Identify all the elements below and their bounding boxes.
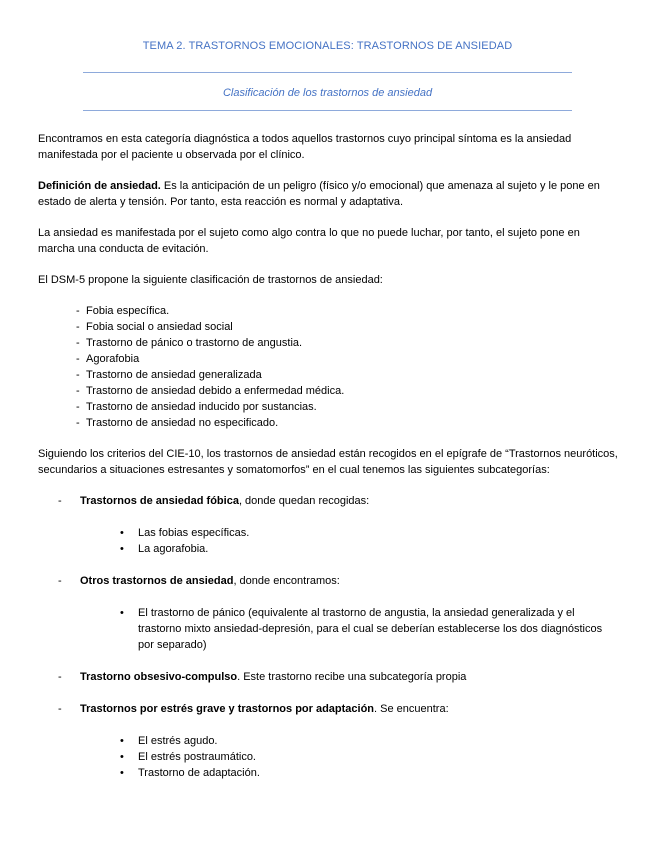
list-item: - Fobia social o ansiedad social bbox=[76, 319, 618, 335]
cie-subcategories bbox=[38, 493, 618, 781]
list-item: - Trastorno de ansiedad no especificado. bbox=[76, 415, 618, 431]
list-item: • La agorafobia. bbox=[120, 541, 618, 557]
cie-section-other bbox=[58, 573, 618, 653]
section-text: , donde quedan recogidas: bbox=[238, 495, 370, 507]
section-heading: Trastornos de ansiedad fóbica bbox=[80, 495, 239, 507]
section-text: , donde encontramos: bbox=[233, 575, 340, 587]
section-heading: Trastornos por estrés grave y trastornos por adaptación bbox=[80, 703, 375, 715]
definition-term: Definición de ansiedad. bbox=[38, 180, 161, 192]
list-item: • El estrés agudo. bbox=[120, 733, 618, 749]
list-item: - Trastorno de ansiedad generalizada bbox=[76, 367, 618, 383]
header-divider-bottom bbox=[83, 110, 572, 111]
definition-text: Es la anticipación de un peligro (físico y/o emocional) que amenaza al sujeto y le pone en estado de alerta y tensión. Por tanto, esta reacción es normal y adaptativa. bbox=[38, 180, 600, 208]
cie-intro-paragraph: Siguiendo los criterios del CIE-10, los trastornos de ansiedad están recogidos en el epígrafe de “Trastornos neuróticos, secundarios a situaciones estresantes y somatomorfos” en el cual tenemos las siguientes subcategorías: bbox=[38, 448, 618, 476]
section-heading: Otros trastornos de ansiedad bbox=[80, 575, 234, 587]
bullet-list bbox=[80, 733, 618, 781]
section-text: . Este trastorno recibe una subcategoría propia bbox=[237, 671, 467, 683]
avoidance-paragraph: La ansiedad es manifestada por el sujeto como algo contra lo que no puede luchar, por tanto, el sujeto pone en marcha una conducta de evitación. bbox=[38, 227, 580, 255]
document-body bbox=[38, 131, 618, 797]
intro-paragraph: Encontramos en esta categoría diagnóstica a todos aquellos trastornos cuyo principal síntoma es la ansiedad manifestada por el paciente u observada por el clínico. bbox=[38, 133, 572, 161]
section-subtitle: Clasificación de los trastornos de ansiedad bbox=[222, 87, 433, 99]
cie-section-phobic bbox=[58, 493, 618, 557]
list-item: - Trastorno de pánico o trastorno de angustia. bbox=[76, 335, 618, 351]
bullet-list bbox=[80, 605, 618, 653]
section-text: . Se encuentra: bbox=[374, 703, 449, 715]
list-item: • El estrés postraumático. bbox=[120, 749, 618, 765]
list-item: • Trastorno de adaptación. bbox=[120, 765, 618, 781]
list-item: • Las fobias específicas. bbox=[120, 525, 618, 541]
header-divider-top bbox=[83, 72, 572, 73]
cie-section-ocd bbox=[58, 669, 618, 685]
definition-paragraph bbox=[38, 178, 618, 210]
document-header-title: TEMA 2. TRASTORNOS EMOCIONALES: TRASTORNOS DE ANSIEDAD bbox=[142, 40, 513, 52]
section-heading: Trastorno obsesivo-compulso bbox=[80, 671, 238, 683]
list-item: - Trastorno de ansiedad debido a enfermedad médica. bbox=[76, 383, 618, 399]
list-item: - Agorafobia bbox=[76, 351, 618, 367]
dsm-classification-list bbox=[38, 303, 618, 431]
list-item: - Fobia específica. bbox=[76, 303, 618, 319]
bullet-list bbox=[80, 525, 618, 557]
list-item: • El trastorno de pánico (equivalente al trastorno de angustia, la ansiedad generalizada y el trastorno mixto ansiedad-depresión, para el cual se deberían establecerse los dos diagnósticos por separado) bbox=[120, 605, 618, 653]
cie-section-stress bbox=[58, 701, 618, 781]
dsm-intro-paragraph: El DSM-5 propone la siguiente clasificación de trastornos de ansiedad: bbox=[38, 274, 383, 286]
list-item: - Trastorno de ansiedad inducido por sustancias. bbox=[76, 399, 618, 415]
